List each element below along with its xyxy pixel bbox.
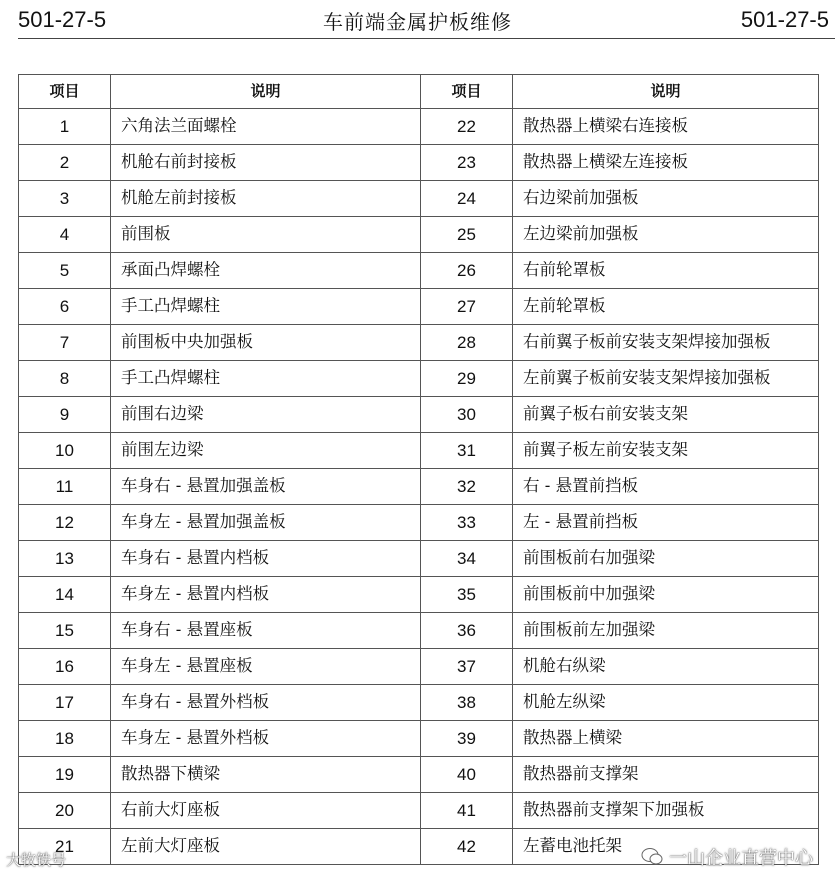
table-row xyxy=(19,469,819,505)
item-number: 34 xyxy=(421,541,513,577)
section-code-left: 501-27-5 xyxy=(18,7,107,32)
chat-bubble-icon xyxy=(641,847,663,867)
item-description: 机舱右前封接板 xyxy=(111,145,421,181)
item-number: 30 xyxy=(421,397,513,433)
table-row xyxy=(19,361,819,397)
item-number: 37 xyxy=(421,649,513,685)
table-row xyxy=(19,217,819,253)
item-number: 19 xyxy=(19,757,111,793)
item-description: 散热器上横梁左连接板 xyxy=(513,145,819,181)
item-description: 车身右 - 悬置加强盖板 xyxy=(111,469,421,505)
item-number: 31 xyxy=(421,433,513,469)
header-item-right: 项目 xyxy=(421,75,513,109)
item-description: 六角法兰面螺栓 xyxy=(111,109,421,145)
item-description: 左蓄电池托架 xyxy=(513,829,819,865)
item-description: 前围左边梁 xyxy=(111,433,421,469)
item-number: 15 xyxy=(19,613,111,649)
item-number: 5 xyxy=(19,253,111,289)
item-number: 21 xyxy=(19,829,111,865)
item-description: 车身左 - 悬置座板 xyxy=(111,649,421,685)
item-description: 散热器上横梁右连接板 xyxy=(513,109,819,145)
item-number: 16 xyxy=(19,649,111,685)
item-number: 6 xyxy=(19,289,111,325)
table-row xyxy=(19,109,819,145)
item-number: 7 xyxy=(19,325,111,361)
item-number: 22 xyxy=(421,109,513,145)
item-number: 20 xyxy=(19,793,111,829)
header-desc-right: 说明 xyxy=(513,75,819,109)
item-number: 41 xyxy=(421,793,513,829)
item-description: 前围板前右加强梁 xyxy=(513,541,819,577)
item-number: 14 xyxy=(19,577,111,613)
table-row xyxy=(19,541,819,577)
item-description: 车身左 - 悬置内档板 xyxy=(111,577,421,613)
item-description: 散热器上横梁 xyxy=(513,721,819,757)
item-description: 前翼子板右前安装支架 xyxy=(513,397,819,433)
table-row xyxy=(19,649,819,685)
item-number: 10 xyxy=(19,433,111,469)
item-description: 散热器前支撑架 xyxy=(513,757,819,793)
table-row xyxy=(19,289,819,325)
item-number: 12 xyxy=(19,505,111,541)
watermark-right-text: 一山企业直营中心 xyxy=(669,848,813,869)
table-row xyxy=(19,325,819,361)
table-row xyxy=(19,397,819,433)
table-row xyxy=(19,757,819,793)
item-number: 24 xyxy=(421,181,513,217)
item-number: 27 xyxy=(421,289,513,325)
item-description: 手工凸焊螺柱 xyxy=(111,361,421,397)
item-number: 39 xyxy=(421,721,513,757)
item-number: 36 xyxy=(421,613,513,649)
watermark-left xyxy=(6,849,66,870)
item-number: 1 xyxy=(19,109,111,145)
item-number: 11 xyxy=(19,469,111,505)
watermark-right xyxy=(641,844,813,870)
item-number: 29 xyxy=(421,361,513,397)
table-row xyxy=(19,685,819,721)
table-header-row xyxy=(19,75,819,109)
table-row xyxy=(19,433,819,469)
item-description: 右前轮罩板 xyxy=(513,253,819,289)
item-description: 车身右 - 悬置座板 xyxy=(111,613,421,649)
item-description: 机舱左前封接板 xyxy=(111,181,421,217)
table-row xyxy=(19,253,819,289)
item-number: 9 xyxy=(19,397,111,433)
watermark-left-text: 大牧铁号 xyxy=(6,851,67,869)
item-description: 车身左 - 悬置外档板 xyxy=(111,721,421,757)
item-description: 承面凸焊螺栓 xyxy=(111,253,421,289)
header-desc-left: 说明 xyxy=(111,75,421,109)
item-number: 26 xyxy=(421,253,513,289)
table-row xyxy=(19,181,819,217)
header-item-left: 项目 xyxy=(19,75,111,109)
item-description: 散热器前支撑架下加强板 xyxy=(513,793,819,829)
item-description: 机舱左纵梁 xyxy=(513,685,819,721)
item-description: 前围板中央加强板 xyxy=(111,325,421,361)
item-number: 35 xyxy=(421,577,513,613)
table-row xyxy=(19,577,819,613)
item-description: 左前轮罩板 xyxy=(513,289,819,325)
section-code-right: 501-27-5 xyxy=(740,7,829,32)
item-number: 32 xyxy=(421,469,513,505)
item-description: 前翼子板左前安装支架 xyxy=(513,433,819,469)
item-description: 左边梁前加强板 xyxy=(513,217,819,253)
item-number: 2 xyxy=(19,145,111,181)
item-number: 25 xyxy=(421,217,513,253)
item-number: 13 xyxy=(19,541,111,577)
table-row xyxy=(19,793,819,829)
item-description: 左前翼子板前安装支架焊接加强板 xyxy=(513,361,819,397)
item-description: 右边梁前加强板 xyxy=(513,181,819,217)
table-row xyxy=(19,721,819,757)
item-description: 左 - 悬置前挡板 xyxy=(513,505,819,541)
page-header xyxy=(0,0,835,40)
item-description: 左前大灯座板 xyxy=(111,829,421,865)
item-number: 38 xyxy=(421,685,513,721)
item-number: 40 xyxy=(421,757,513,793)
item-description: 右前大灯座板 xyxy=(111,793,421,829)
item-description: 前围板 xyxy=(111,217,421,253)
item-description: 车身右 - 悬置内档板 xyxy=(111,541,421,577)
item-number: 3 xyxy=(19,181,111,217)
item-number: 4 xyxy=(19,217,111,253)
header-divider xyxy=(18,38,835,39)
item-description: 机舱右纵梁 xyxy=(513,649,819,685)
table-row xyxy=(19,613,819,649)
item-number: 33 xyxy=(421,505,513,541)
parts-table-body xyxy=(19,109,819,865)
page-title: 车前端金属护板维修 xyxy=(323,10,512,34)
table-row xyxy=(19,505,819,541)
item-description: 车身左 - 悬置加强盖板 xyxy=(111,505,421,541)
item-number: 42 xyxy=(421,829,513,865)
item-description: 右 - 悬置前挡板 xyxy=(513,469,819,505)
item-description: 车身右 - 悬置外档板 xyxy=(111,685,421,721)
item-description: 前围板前左加强梁 xyxy=(513,613,819,649)
item-description: 散热器下横梁 xyxy=(111,757,421,793)
table-row xyxy=(19,145,819,181)
item-description: 手工凸焊螺柱 xyxy=(111,289,421,325)
item-number: 8 xyxy=(19,361,111,397)
item-description: 前围右边梁 xyxy=(111,397,421,433)
item-description: 前围板前中加强梁 xyxy=(513,577,819,613)
item-description: 右前翼子板前安装支架焊接加强板 xyxy=(513,325,819,361)
parts-table xyxy=(18,74,819,865)
item-number: 23 xyxy=(421,145,513,181)
item-number: 18 xyxy=(19,721,111,757)
item-number: 28 xyxy=(421,325,513,361)
item-number: 17 xyxy=(19,685,111,721)
